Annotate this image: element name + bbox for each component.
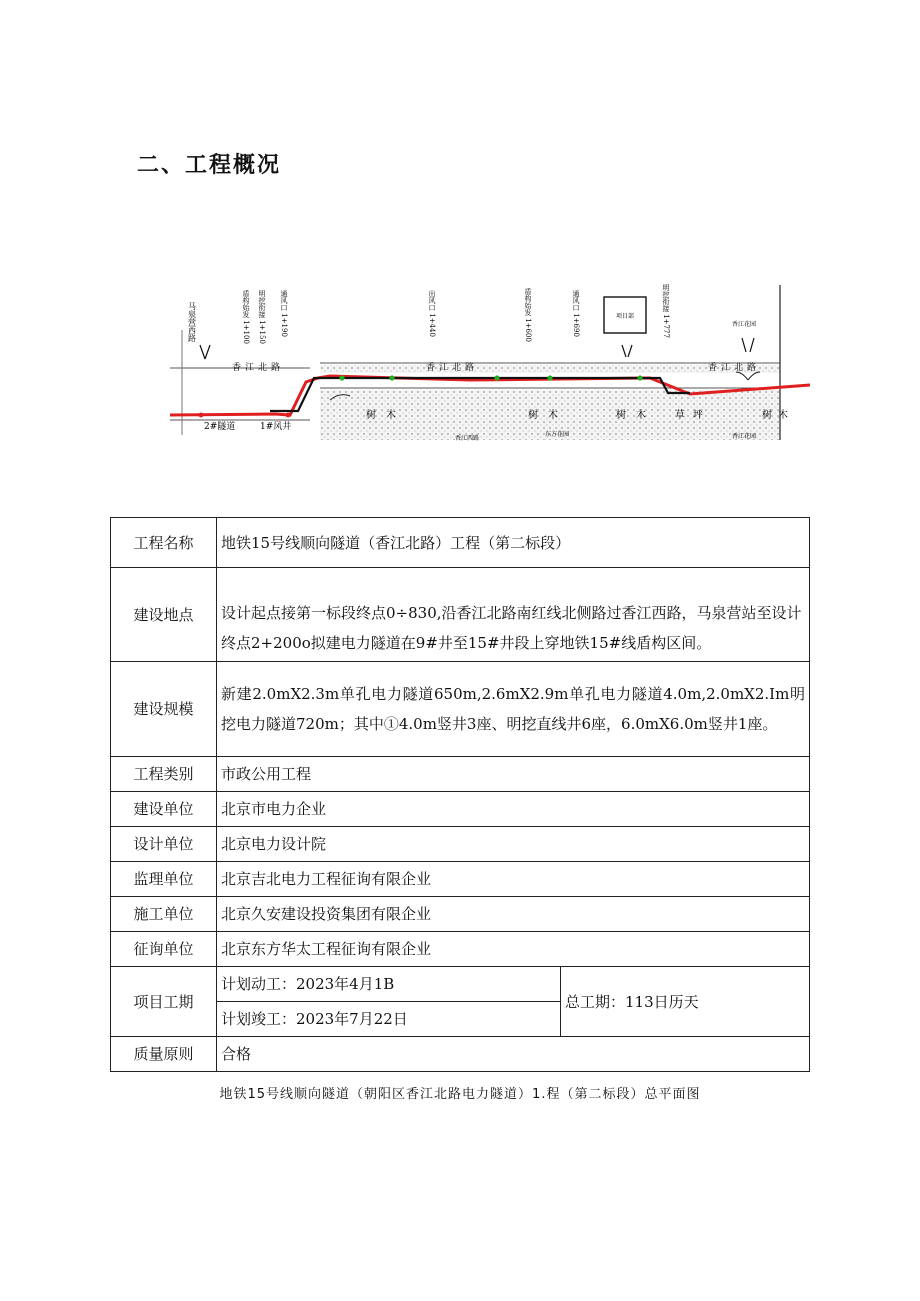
row-value: 地铁15号线顺向隧道（香江北路）工程（第二标段）	[217, 518, 810, 568]
table-row	[111, 568, 810, 662]
station-label: 通风口 1+190	[280, 290, 288, 337]
misc-label: 香江西路	[455, 435, 480, 442]
shaft-marker	[286, 413, 291, 418]
station-label: 通风口 1+690	[572, 290, 580, 337]
table-row	[111, 827, 810, 862]
table-row	[111, 757, 810, 792]
area-label: 树木	[762, 410, 794, 421]
shaft-marker	[547, 375, 552, 380]
schedule-start: 计划动工：2023年4月1B	[217, 967, 561, 1002]
vertical-road-label: 马泉营西路	[187, 302, 197, 342]
row-value: 北京久安建设投资集团有限企业	[217, 897, 810, 932]
row-value: 市政公用工程	[217, 757, 810, 792]
table-row	[111, 662, 810, 757]
row-label: 建设地点	[111, 568, 217, 662]
road-label: 香江北路	[426, 363, 479, 373]
project-info-table	[110, 517, 810, 1072]
station-label: 明挖衔接 1+150	[258, 290, 266, 344]
misc-label: 香江花园	[732, 321, 757, 328]
road-label: 香江北路	[232, 363, 285, 373]
row-label: 施工单位	[111, 897, 217, 932]
shaft-marker	[339, 375, 344, 380]
shaft-marker	[199, 413, 204, 418]
misc-label: 东方花园	[545, 431, 570, 438]
section-heading: 二、工程概况	[137, 152, 282, 178]
misc-label: 香江花园	[732, 433, 757, 440]
area-label: 树木	[616, 410, 656, 421]
tunnel-label: 1#风井	[260, 422, 292, 432]
shaft-marker	[389, 375, 394, 380]
row-value: 合格	[217, 1037, 810, 1072]
row-label: 工程名称	[111, 518, 217, 568]
row-value: 北京电力设计院	[217, 827, 810, 862]
table-row	[111, 862, 810, 897]
tunnel-label: 2#隧道	[204, 422, 236, 432]
table-row	[111, 967, 810, 1002]
row-value: 北京东方华太工程征询有限企业	[217, 932, 810, 967]
station-label: 出风口 1+440	[428, 290, 436, 337]
row-label: 设计单位	[111, 827, 217, 862]
schedule-total: 总工期：113日历天	[561, 967, 810, 1037]
station-label: 盾构始发 1+100	[242, 290, 250, 344]
row-value: 设计起点接第一标段终点0÷830,沿香江北路南红线北侧路过香江西路，马泉营站至设计终点2+200o拟建电力隧道在9#井至15#井段上穿地铁15#线盾构区间。	[217, 568, 810, 662]
station-label: 盾构始发 1+600	[524, 288, 532, 342]
figure-caption: 地铁15号线顺向隧道（朝阳区香江北路电力隧道）1.程（第二标段）总平面图	[219, 1087, 701, 1102]
area-label: 树木	[366, 410, 406, 421]
row-label: 建设单位	[111, 792, 217, 827]
row-value: 新建2.0mX2.3m单孔电力隧道650m,2.6mX2.9m单孔电力隧道4.0m,2.0mX2.Im明挖电力隧道720m；其中①4.0m竖井3座、明挖直线井6座，6.0mX6.0m竖井1座。	[217, 662, 810, 757]
table-row	[111, 897, 810, 932]
row-label: 项目工期	[111, 967, 217, 1037]
table-row	[111, 932, 810, 967]
area-label: 草坪	[675, 410, 711, 421]
row-label: 质量原则	[111, 1037, 217, 1072]
row-label: 工程类别	[111, 757, 217, 792]
row-label: 建设规模	[111, 662, 217, 757]
station-label: 明挖衔接 1+777	[662, 284, 670, 338]
area-label: 树木	[528, 410, 568, 421]
row-label: 监理单位	[111, 862, 217, 897]
table-row	[111, 1037, 810, 1072]
schedule-end: 计划竣工：2023年7月22日	[217, 1002, 561, 1037]
row-value: 北京吉北电力工程征询有限企业	[217, 862, 810, 897]
table-row	[111, 518, 810, 568]
shaft-marker	[494, 375, 499, 380]
site-plan-diagram	[170, 270, 810, 520]
shaft-marker	[637, 375, 642, 380]
row-label: 征询单位	[111, 932, 217, 967]
road-label: 香江北路	[708, 363, 761, 373]
road-marking	[200, 338, 754, 359]
misc-label: 项目部	[615, 313, 635, 320]
row-value: 北京市电力企业	[217, 792, 810, 827]
table-row	[111, 792, 810, 827]
